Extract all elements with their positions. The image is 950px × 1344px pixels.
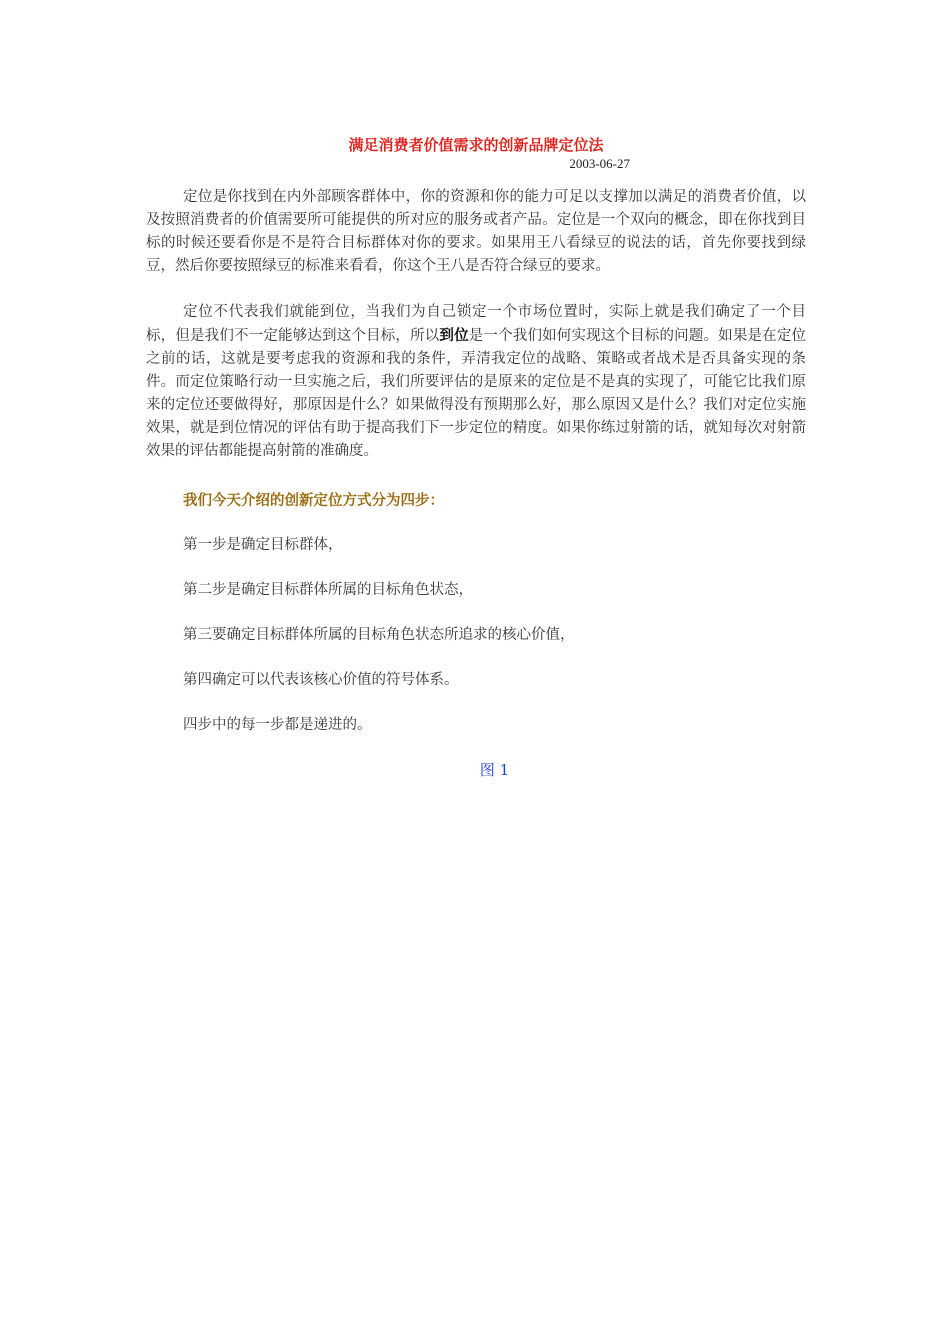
step-summary: 四步中的每一步都是递进的。: [183, 717, 372, 733]
steps-heading: 我们今天介绍的创新定位方式分为四步：: [183, 492, 444, 509]
article-title: 满足消费者价值需求的创新品牌定位法: [348, 136, 604, 154]
step-item: 第三要确定目标群体所属的目标角色状态所追求的核心价值，: [183, 627, 575, 643]
paragraph-positioning-bold: 到位: [439, 327, 469, 344]
paragraph-positioning-end: 是一个我们如何实现这个目标的问题。如果是在定位之前的话，这就是要考虑我的资源和我的条件，弄清我定位的战略、策略或者战术是否具备实现的条件。而定位策略行动一旦实施之后，我们所要评估的是原来的定位是不是真的实现了，可能它比我们原来的定位还要做得好，那原因是什么？如果做得没有预期那么好，那么原因又是什么？我们对定位实施效果，就是到位情况的评估有助于提高我们下一步定位的精度。如果你练过射箭的话，就知每次对射箭效果的评估都能提高射箭的准确度。: [146, 328, 807, 459]
document-page: [146, 134, 806, 782]
step-item: 第二步是确定目标群体所属的目标角色状态，: [183, 582, 473, 598]
figure-link[interactable]: 图 1: [479, 761, 510, 779]
step-item: 第四确定可以代表该核心价值的符号体系。: [183, 672, 459, 688]
step-item: 第一步是确定目标群体，: [183, 537, 343, 553]
article-date: 2003-06-27: [569, 156, 630, 171]
paragraph-positioning: [146, 301, 806, 463]
paragraph-positioning-start: 定位不代表我们就能到位，当我们为自己锁定一个市场位置时，实际上就是我们确定了一个目标，但是我们不一定能够达到这个目标，所以: [146, 304, 806, 344]
paragraph-definition: 定位是你找到在内外部顾客群体中，你的资源和你的能力可足以支撑加以满足的消费者价值，以及按照消费者的价值需要所可能提供的所对应的服务或者产品。定位是一个双向的概念，即在你找到目标的时候还要看你是不是符合目标群体对你的要求。如果用王八看绿豆的说法的话，首先你要找到绿豆，然后你要按照绿豆的标准来看看，你这个王八是否符合绿豆的要求。: [146, 189, 806, 274]
